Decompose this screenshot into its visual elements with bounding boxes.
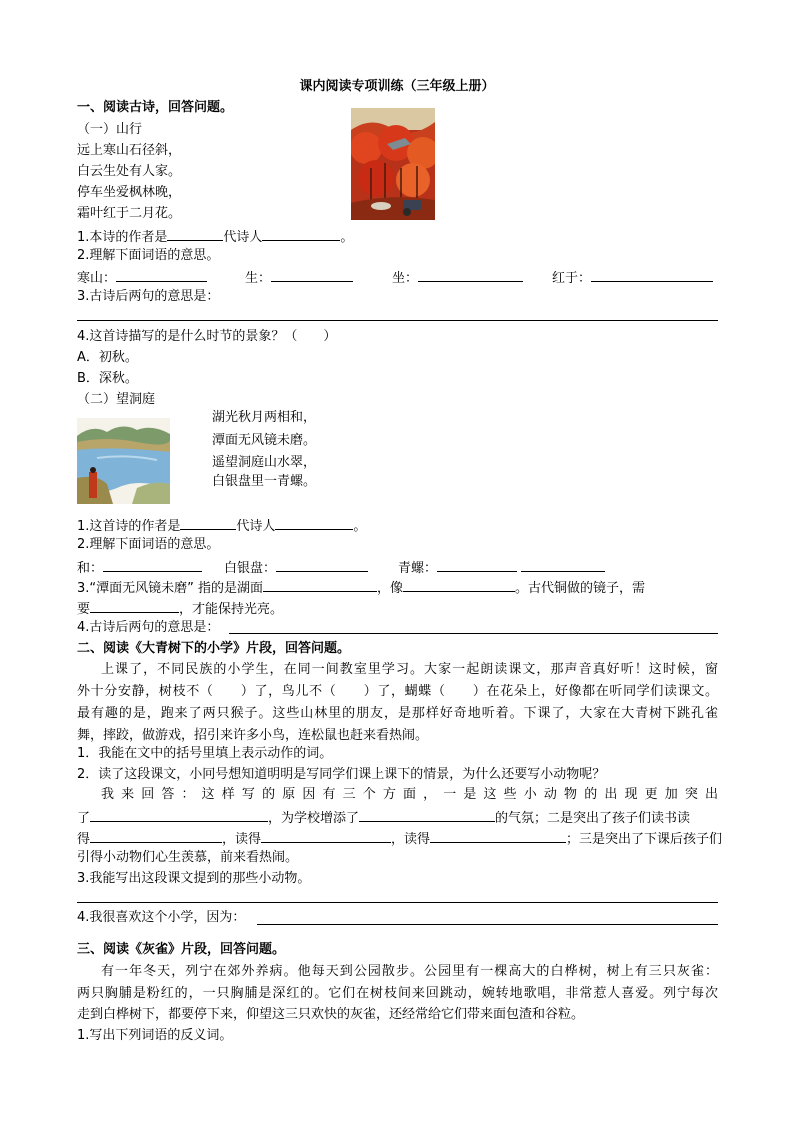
s2-question-4: 4.我很喜欢这个小学，因为： bbox=[77, 910, 246, 925]
word-hanshan: 寒山： bbox=[77, 268, 207, 287]
answer-blank[interactable] bbox=[262, 227, 340, 241]
poem1-title: （一）山行 bbox=[77, 122, 143, 137]
section-2-heading: 二、阅读《大青树下的小学》片段，回答问题。 bbox=[77, 641, 351, 656]
answer-blank[interactable] bbox=[521, 558, 605, 572]
passage-line: 走到白桦树下，都要停下来，仰望这三只欢快的灰雀，还经常给它们带来面包渣和谷粒。 bbox=[77, 1007, 585, 1022]
poem1-question-1: 1.本诗的作者是 代诗人 。 bbox=[77, 227, 353, 246]
answer-blank[interactable] bbox=[591, 268, 653, 282]
maple-forest-painting bbox=[351, 108, 435, 220]
s2-answer-line-3: 得 ，读得 ，读得 ；三是突出了下课后孩子们 bbox=[77, 829, 722, 848]
poem2-question-2: 2.理解下面词语的意思。 bbox=[77, 537, 220, 552]
answer-blank[interactable] bbox=[90, 808, 268, 822]
poem1-question-3: 3.古诗后两句的意思是： bbox=[77, 289, 220, 304]
answer-blank[interactable] bbox=[261, 829, 391, 843]
poem1-question-2: 2.理解下面词语的意思。 bbox=[77, 248, 220, 263]
answer-blank[interactable] bbox=[437, 558, 517, 572]
answer-blank[interactable] bbox=[418, 268, 523, 282]
answer-blank[interactable] bbox=[271, 268, 353, 282]
answer-line[interactable] bbox=[77, 902, 718, 903]
option-a[interactable]: A．初秋。 bbox=[77, 350, 138, 365]
answer-blank[interactable] bbox=[90, 599, 179, 613]
answer-blank[interactable] bbox=[276, 558, 368, 572]
poem2-question-4: 4.古诗后两句的意思是： bbox=[77, 620, 220, 635]
s2-question-1: 1．我能在文中的括号里填上表示动作的词。 bbox=[77, 746, 333, 761]
section-1-heading: 一、阅读古诗，回答问题。 bbox=[77, 100, 234, 115]
poem1-line: 远上寒山石径斜， bbox=[77, 143, 182, 158]
passage-line: 两只胸脯是粉红的，一只胸脯是深红的。它们在树枝间来回跳动，婉转地歌唱，非常惹人喜爱。列宁每次 bbox=[77, 986, 718, 1001]
answer-blank[interactable] bbox=[167, 227, 223, 241]
answer-blank[interactable] bbox=[653, 268, 713, 282]
answer-blank[interactable] bbox=[90, 829, 222, 843]
answer-blank[interactable] bbox=[180, 516, 236, 530]
s2-answer-intro: 我来回答：这样写的原因有三个方面，一是这些小动物的出现更加突出 bbox=[101, 787, 718, 802]
s2-answer-line-4: 引得小动物们心生羡慕，前来看热闹。 bbox=[77, 850, 299, 865]
section-3-heading: 三、阅读《灰雀》片段，回答问题。 bbox=[77, 942, 286, 957]
poem2-line: 湖光秋月两相和， bbox=[212, 410, 317, 425]
answer-line[interactable] bbox=[257, 924, 718, 925]
s2-question-2: 2．读了这段课文，小冋号想知道明明是写同学们课上课下的情景，为什么还要写小动物呢？ bbox=[77, 767, 606, 782]
answer-blank[interactable] bbox=[430, 829, 566, 843]
poem2-line: 遥望洞庭山水翠， bbox=[212, 455, 317, 470]
poem1-line: 白云生处有人家。 bbox=[77, 164, 182, 179]
answer-blank[interactable] bbox=[275, 516, 353, 530]
word-sheng: 生： bbox=[245, 268, 353, 287]
poem2-question-1: 1.这首诗的作者是 代诗人 。 bbox=[77, 516, 366, 535]
poem2-line: 潭面无风镜未磨。 bbox=[212, 433, 317, 448]
word-he: 和： bbox=[77, 558, 202, 577]
passage-line: 上课了，不同民族的小学生，在同一间教室里学习。大家一起朗读课文，那声音真好听！这时候，窗 bbox=[101, 662, 718, 677]
answer-blank[interactable] bbox=[116, 268, 207, 282]
passage-line: 外十分安静，树枝不（ ）了，鸟儿不（ ）了，蝴蝶（ ）在花朵上，好像都在听同学们读课文。 bbox=[77, 684, 718, 699]
answer-line[interactable] bbox=[229, 633, 718, 634]
s2-question-3: 3.我能写出这段课文提到的那些小动物。 bbox=[77, 871, 311, 886]
poem1-line: 霜叶红于二月花。 bbox=[77, 206, 182, 221]
answer-blank[interactable] bbox=[103, 558, 202, 572]
s2-answer-line-2: 了 ，为学校增添了 的气氛；二是突出了孩子们读书读 bbox=[77, 808, 690, 827]
option-b[interactable]: B．深秋。 bbox=[77, 371, 138, 386]
s3-question-1: 1.写出下列词语的反义词。 bbox=[77, 1028, 233, 1043]
poem2-question-3-cont: 要 ，才能保持光亮。 bbox=[77, 599, 283, 618]
lake-scene-painting bbox=[77, 418, 170, 504]
word-hongyu: 红于： bbox=[552, 268, 713, 287]
poem1-line: 停车坐爱枫林晚， bbox=[77, 185, 182, 200]
word-qingluo: 青螺： bbox=[398, 558, 605, 577]
answer-blank[interactable] bbox=[359, 808, 495, 822]
poem2-question-3: 3.“潭面无风镜未磨” 指的是湖面 ，像 。古代铜做的镜子，需 bbox=[77, 578, 645, 597]
passage-line: 最有趣的是，跑来了两只猴子。这些山林里的朋友，是那样好奇地听着。下课了，大家在大青树下跳孔雀 bbox=[77, 706, 718, 721]
page-title: 课内阅读专项训练（三年级上册） bbox=[299, 79, 495, 94]
answer-line[interactable] bbox=[77, 320, 718, 321]
poem2-title: （二）望洞庭 bbox=[77, 392, 156, 407]
word-baiyinpan: 白银盘： bbox=[224, 558, 368, 577]
answer-blank[interactable] bbox=[403, 578, 515, 592]
word-zuo: 坐： bbox=[392, 268, 523, 287]
poem2-line: 白银盘里一青螺。 bbox=[212, 474, 317, 489]
poem1-question-4: 4.这首诗描写的是什么时节的景象？（ ） bbox=[77, 329, 337, 344]
passage-line: 有一年冬天，列宁在郊外养病。他每天到公园散步。公园里有一棵高大的白桦树，树上有三只灰雀： bbox=[101, 964, 718, 979]
passage-line: 舞，摔跤，做游戏，招引来许多小鸟，连松鼠也赶来看热闹。 bbox=[77, 728, 429, 743]
answer-blank[interactable] bbox=[263, 578, 377, 592]
